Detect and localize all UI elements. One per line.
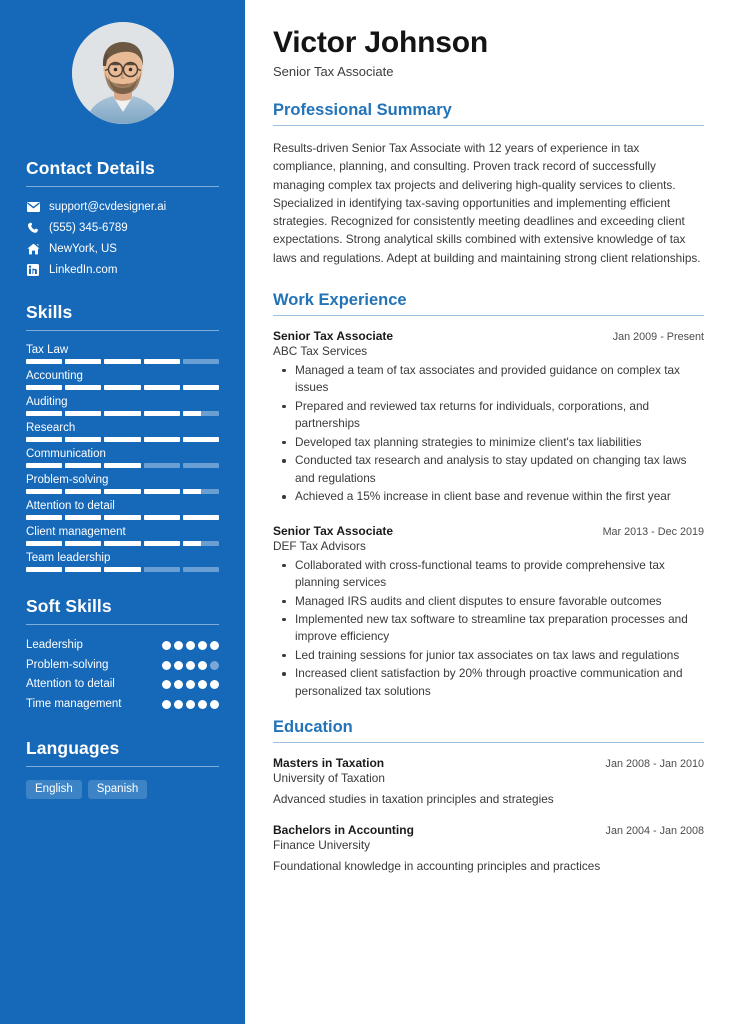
skill-row [26,396,219,416]
entry-header [273,823,704,837]
soft-skills-list [26,638,219,712]
avatar [72,22,174,124]
soft-skill-rating [162,697,219,709]
skill-bar-fill [144,489,180,494]
soft-skill-rating [162,677,219,689]
education-date-range: Jan 2004 - Jan 2008 [605,824,704,837]
contact-location-value: NewYork, US [49,242,117,255]
skill-bar-segment [26,541,62,546]
skill-row [26,422,219,442]
contact-phone-value: (555) 345-6789 [49,221,128,234]
soft-skills-heading: Soft Skills [26,596,112,616]
soft-skill-row [26,697,219,712]
contact-divider [26,186,219,187]
education-description: Advanced studies in taxation principles and strategies [273,792,554,807]
rating-dot [210,680,219,689]
job-bullet: Implemented new tax software to streamline tax preparation processes and improve efficiency [273,611,704,646]
linkedin-icon [26,263,40,276]
skill-bar-fill [104,463,140,468]
skill-bar-segment [26,411,62,416]
education-divider [273,742,704,743]
skill-bar-segment [104,567,140,572]
skill-bar-fill [26,437,62,442]
soft-skill-rating [162,638,219,650]
skill-bar-fill [65,515,101,520]
skill-bar-fill [26,411,62,416]
rating-dot [174,641,183,650]
soft-skills-section [26,596,219,712]
skill-bar-fill [183,489,201,494]
skill-level-bar [26,385,219,390]
soft-skill-label: Leadership [26,639,83,651]
skills-section [26,302,219,572]
skill-bar-fill [65,567,101,572]
contact-linkedin-value: LinkedIn.com [49,263,118,276]
skill-level-bar [26,411,219,416]
job-bullet: Led training sessions for junior tax associates on tax laws and regulations [273,647,704,664]
language-tag: English [26,780,82,799]
education-description: Foundational knowledge in accounting principles and practices [273,858,601,873]
skill-bar-fill [26,489,62,494]
contact-item-phone[interactable] [26,221,219,234]
skill-level-bar [26,515,219,520]
skill-label: Problem-solving [26,474,109,486]
work-experience-entry [273,524,704,701]
contact-item-email[interactable] [26,200,219,213]
skill-level-bar [26,541,219,546]
rating-dot [162,700,171,709]
soft-skill-label: Problem-solving [26,658,109,671]
skill-bar-fill [104,567,140,572]
rating-dot [174,661,183,670]
skill-bar-fill [104,489,140,494]
skill-bar-segment [104,359,140,364]
skill-bar-fill [183,411,201,416]
soft-skill-label: Attention to detail [26,678,115,691]
rating-dot [174,680,183,689]
skill-bar-fill [104,515,140,520]
page-title: Victor Johnson [273,26,489,59]
soft-skill-row [26,658,219,673]
skill-label: Communication [26,448,106,460]
skill-bar-segment [65,411,101,416]
skill-bar-segment [144,567,180,572]
rating-dot [198,661,207,670]
job-bullet: Conducted tax research and analysis to stay updated on changing tax laws and regulations [273,452,704,487]
envelope-icon [26,200,40,213]
skill-label: Client management [26,526,126,538]
work-experience-section [273,291,704,700]
skill-bar-segment [26,385,62,390]
job-date-range: Jan 2009 - Present [612,330,704,343]
rating-dot [186,661,195,670]
skill-bar-segment [65,489,101,494]
skill-bar-segment [104,515,140,520]
skill-label: Accounting [26,370,83,382]
skill-bar-segment [144,463,180,468]
soft-skill-rating [162,658,219,670]
rating-dot [198,641,207,650]
skill-bar-fill [104,541,140,546]
skill-row [26,370,219,390]
education-entry [273,823,704,876]
skill-bar-fill [65,411,101,416]
skill-bar-segment [183,385,219,390]
skill-row [26,448,219,468]
skill-bar-fill [104,411,140,416]
soft-skill-label: Time management [26,698,122,711]
skill-label: Tax Law [26,344,69,356]
contact-list [26,200,219,276]
skill-bar-segment [65,567,101,572]
skill-bar-segment [104,411,140,416]
skill-label: Attention to detail [26,500,115,512]
work-experience-entry [273,329,704,506]
skill-level-bar [26,359,219,364]
rating-dot [162,641,171,650]
skill-bar-segment [183,567,219,572]
skill-bar-fill [144,437,180,442]
skill-bar-fill [26,541,62,546]
skill-bar-segment [104,489,140,494]
job-bullet: Collaborated with cross-functional teams to provide comprehensive tax planning services [273,557,704,592]
skill-bar-segment [26,567,62,572]
phone-icon [26,221,40,234]
skill-bar-segment [183,515,219,520]
rating-dot [174,700,183,709]
skill-bar-fill [104,437,140,442]
skill-row [26,474,219,494]
skill-bar-segment [104,385,140,390]
skill-level-bar [26,463,219,468]
skill-bar-segment [144,385,180,390]
rating-dot [198,700,207,709]
work-experience-list [273,329,704,700]
skill-row [26,526,219,546]
skill-bar-segment [183,541,219,546]
soft-skill-row [26,677,219,692]
rating-dot [186,680,195,689]
entry-header [273,524,704,538]
degree-name: Masters in Taxation [273,756,385,771]
languages-divider [26,766,219,767]
skill-bar-segment [65,463,101,468]
skill-bar-segment [65,541,101,546]
job-bullet-list [273,362,704,506]
skill-bar-fill [183,541,201,546]
skill-bar-segment [104,541,140,546]
contact-details-heading: Contact Details [26,158,155,178]
job-bullet: Increased client satisfaction by 20% through proactive communication and personalized tax solutions [273,665,704,700]
contact-item-location[interactable] [26,242,219,255]
degree-name: Bachelors in Accounting [273,822,414,837]
skill-bar-segment [65,385,101,390]
skill-bar-fill [104,359,140,364]
skill-bar-segment [144,359,180,364]
skill-bar-segment [26,489,62,494]
rating-dot [186,700,195,709]
skill-bar-fill [144,411,180,416]
education-list [273,756,704,875]
skill-bar-segment [104,437,140,442]
skill-level-bar [26,489,219,494]
institution-name: University of Taxation [273,771,385,786]
professional-summary-text: Results-driven Senior Tax Associate with 12 years of experience in tax compliance, planning, and consulting. Proven track record of successfully managing complex tax projects and delivering high-quality services to clients. Specialized in identifying tax-saving opportunities and implementing efficient strategies. Recognized for consistently meeting deadlines and exceeding client expectations. Strong analytical skills combined with extensive knowledge of tax laws and regulations. Adept at building and maintaining strong client relationships. [273,141,701,265]
employer-name: DEF Tax Advisors [273,538,366,553]
skill-row [26,552,219,572]
skill-bar-fill [144,359,180,364]
skill-bar-segment [65,359,101,364]
rating-dot [198,680,207,689]
skill-bar-fill [26,385,62,390]
sidebar [0,0,245,1024]
skill-bar-fill [144,541,180,546]
education-heading: Education [273,718,353,737]
job-role: Senior Tax Associate [273,328,394,343]
skill-bar-segment [144,437,180,442]
entry-header [273,756,704,770]
skill-bar-fill [65,541,101,546]
skill-bar-fill [26,463,62,468]
language-tag: Spanish [88,780,148,799]
skill-bar-fill [26,359,62,364]
contact-email-value: support@cvdesigner.ai [49,200,167,213]
job-bullet: Achieved a 15% increase in client base and revenue within the first year [273,488,704,505]
skill-row [26,500,219,520]
skills-list [26,344,219,572]
profile-photo-icon [72,22,174,124]
rating-dot [162,661,171,670]
skill-bar-segment [183,437,219,442]
skill-bar-segment [26,359,62,364]
soft-skills-divider [26,624,219,625]
institution-name: Finance University [273,837,371,852]
skills-heading: Skills [26,302,73,322]
skill-bar-fill [104,385,140,390]
skill-bar-segment [104,463,140,468]
job-role: Senior Tax Associate [273,523,394,538]
avatar-wrapper [26,22,219,124]
language-tag-list [26,780,219,799]
skill-row [26,344,219,364]
education-date-range: Jan 2008 - Jan 2010 [605,758,704,771]
skill-level-bar [26,437,219,442]
skill-bar-segment [183,489,219,494]
skill-bar-fill [26,515,62,520]
languages-section [26,738,219,799]
skill-bar-segment [65,437,101,442]
skill-bar-segment [144,515,180,520]
skill-bar-segment [144,541,180,546]
skill-bar-fill [26,567,62,572]
skill-level-bar [26,567,219,572]
skill-bar-segment [26,515,62,520]
rating-dot [210,700,219,709]
skill-bar-fill [183,515,219,520]
skill-bar-segment [183,463,219,468]
skill-bar-fill [65,437,101,442]
job-date-range: Mar 2013 - Dec 2019 [602,525,704,538]
rating-dot [162,680,171,689]
skill-bar-segment [183,411,219,416]
skill-bar-segment [144,489,180,494]
skill-bar-fill [65,359,101,364]
skill-label: Research [26,422,76,434]
skill-bar-fill [65,489,101,494]
education-section [273,718,704,875]
contact-details-section [26,158,219,276]
rating-dot [210,641,219,650]
job-bullet: Prepared and reviewed tax returns for individuals, corporations, and partnerships [273,398,704,433]
skill-bar-segment [183,359,219,364]
skill-bar-segment [65,515,101,520]
skill-bar-fill [183,437,219,442]
main-content [245,0,730,1024]
rating-dot [186,641,195,650]
job-bullet-list [273,557,704,701]
job-bullet: Managed a team of tax associates and provided guidance on complex tax issues [273,362,704,397]
skill-bar-fill [183,385,219,390]
work-experience-heading: Work Experience [273,290,407,309]
skill-bar-fill [144,515,180,520]
rating-dot [210,661,219,670]
professional-summary-section [273,101,704,267]
education-entry [273,756,704,809]
skill-bar-fill [144,385,180,390]
skill-bar-segment [144,411,180,416]
soft-skill-row [26,638,219,653]
job-bullet: Managed IRS audits and client disputes to ensure favorable outcomes [273,593,704,610]
home-icon [26,242,40,255]
employer-name: ABC Tax Services [273,343,368,358]
skill-bar-segment [26,463,62,468]
professional-summary-divider [273,125,704,126]
languages-heading: Languages [26,737,120,758]
professional-summary-heading: Professional Summary [273,101,452,119]
skill-bar-fill [65,463,101,468]
skill-bar-segment [26,437,62,442]
skill-label: Auditing [26,396,68,408]
skills-divider [26,330,219,331]
skill-label: Team leadership [26,552,111,564]
job-bullet: Developed tax planning strategies to minimize client's tax liabilities [273,434,704,451]
contact-item-linkedin[interactable] [26,263,219,276]
work-experience-divider [273,315,704,316]
entry-header [273,329,704,343]
skill-bar-fill [65,385,101,390]
job-title: Senior Tax Associate [273,64,394,79]
